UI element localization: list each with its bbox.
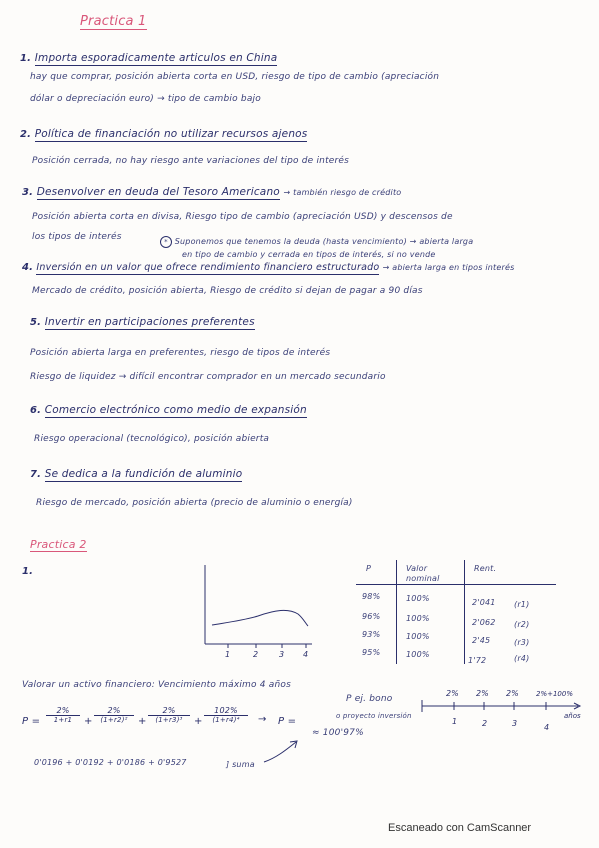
timeline-flow: 2% [476, 689, 489, 698]
item-5-heading [30, 316, 255, 328]
table-cell-rent: 1'72 [468, 656, 487, 665]
item-1-heading [20, 52, 277, 64]
plus-sign: + [194, 716, 203, 727]
item-number: 4. [22, 262, 34, 273]
bond-table [356, 560, 556, 664]
item-5-line: Riesgo de liquidez → difícil encontrar comprador en un mercado secundario [30, 372, 386, 382]
table-cell-p: 93% [362, 630, 381, 639]
table-cell-tag: (r1) [514, 600, 530, 609]
practica-2-title: Practica 2 [30, 538, 87, 551]
fraction [46, 706, 80, 724]
fraction-num: 2% [94, 706, 134, 716]
note-line: Suponemos que tenemos la deuda (hasta vencimiento) → abierta larga [174, 237, 474, 246]
fraction [148, 706, 190, 724]
table-cell-valor: 100% [406, 632, 430, 641]
item-3-note-line: en tipo de cambio y cerrada en tipos de interés, si no vende [182, 250, 436, 259]
ejemplo-bono-label: P ej. bono [346, 694, 393, 704]
yield-curve-graph [190, 560, 320, 660]
table-cell-tag: (r4) [514, 654, 530, 663]
fraction-den: 1+r1 [53, 716, 73, 724]
tick-label: 2 [253, 650, 259, 659]
table-cell-tag: (r3) [514, 638, 530, 647]
item-1-line: dólar o depreciación euro) → tipo de cambio bajo [30, 94, 261, 104]
table-cell-p: 96% [362, 612, 381, 621]
item-3-line: los tipos de interés [32, 232, 122, 242]
item-title: Inversión en un valor que ofrece rendimiento financiero estructurado [36, 262, 380, 273]
plus-sign: + [84, 716, 93, 727]
tick-label: 4 [303, 650, 309, 659]
timeline-year: 3 [512, 719, 518, 728]
item-6-line: Riesgo operacional (tecnológico), posición abierta [34, 434, 270, 444]
item-2-heading [20, 128, 307, 140]
practica-1-title: Practica 1 [80, 14, 147, 29]
fraction [94, 706, 134, 724]
formula-lhs: P = [22, 716, 41, 727]
item-title: Invertir en participaciones preferentes [44, 316, 255, 328]
col-header-valor: Valor nominal [406, 564, 440, 583]
item-title: Se dedica a la fundición de aluminio [44, 468, 243, 480]
fraction [204, 706, 248, 724]
item-3-note [160, 236, 473, 248]
yield-curve-line [212, 610, 308, 626]
item-number: 2. [20, 129, 32, 140]
item-4-aside: → abierta larga en tipos interés [382, 263, 515, 272]
item-number: 1. [20, 53, 32, 64]
fraction-num: 102% [204, 706, 248, 716]
tick-label: 3 [279, 650, 285, 659]
table-cell-rent: 2'062 [472, 618, 496, 627]
timeline-unit: años [564, 712, 581, 720]
table-cell-valor: 100% [406, 594, 430, 603]
scanner-watermark: Escaneado con CamScanner [388, 822, 532, 834]
price-result: ≈ 100'97% [312, 728, 364, 738]
item-number: 3. [22, 187, 34, 198]
fraction-num: 2% [148, 706, 190, 716]
item-2-line: Posición cerrada, no hay riesgo ante variaciones del tipo de interés [32, 156, 350, 166]
timeline-flow: 2% [446, 689, 459, 698]
col-header-p: P [366, 564, 372, 573]
sum-label: ] suma [226, 760, 255, 769]
table-cell-p: 95% [362, 648, 381, 657]
item-3-aside: → también riesgo de crédito [283, 188, 402, 197]
fraction-den: (1+r3)³ [155, 716, 183, 724]
timeline-flow: 2% [506, 689, 519, 698]
ejemplo-sub-label: o proyecto inversión [336, 712, 412, 720]
item-7-line: Riesgo de mercado, posición abierta (precio de aluminio o energía) [36, 498, 353, 508]
item-1-line: hay que comprar, posición abierta corta en USD, riesgo de tipo de cambio (apreciación [30, 72, 440, 82]
fraction-num: 2% [46, 706, 80, 716]
item-number: 5. [30, 317, 42, 328]
timeline-year: 2 [482, 719, 488, 728]
tick-label: 1 [225, 650, 231, 659]
plus-sign: + [138, 716, 147, 727]
table-cell-valor: 100% [406, 650, 430, 659]
item-4-heading [22, 262, 514, 273]
item-6-heading [30, 404, 307, 416]
item-3-heading [22, 186, 401, 198]
item-title: Comercio electrónico como medio de expansión [44, 404, 307, 416]
fraction-den: (1+r2)² [100, 716, 128, 724]
table-cell-rent: 2'041 [472, 598, 496, 607]
formula-arrow: → [258, 714, 267, 725]
table-cell-rent: 2'45 [472, 636, 491, 645]
practica-2-item-number: 1. [22, 566, 34, 577]
table-cell-tag: (r2) [514, 620, 530, 629]
item-5-line: Posición abierta larga en preferentes, riesgo de tipos de interés [30, 348, 331, 358]
col-header-rent: Rent. [474, 564, 497, 573]
item-title: Importa esporadicamente articulos en China [34, 52, 278, 64]
item-number: 6. [30, 405, 42, 416]
item-number: 7. [30, 469, 42, 480]
cashflow-timeline [418, 684, 590, 736]
item-3-line: Posición abierta corta en divisa, Riesgo tipo de cambio (apreciación USD) y descensos de [32, 212, 453, 222]
timeline-year: 1 [452, 717, 458, 726]
item-7-heading [30, 468, 242, 480]
item-title: Desenvolver en deuda del Tesoro Americano [36, 186, 280, 198]
sum-line: 0'0196 + 0'0192 + 0'0186 + 0'9527 [34, 758, 187, 767]
valorar-activo-line: Valorar un activo financiero: Vencimiento máximo 4 años [22, 680, 291, 690]
sum-arrow-icon [262, 736, 302, 766]
formula-rhs: P = [278, 716, 297, 727]
table-cell-p: 98% [362, 592, 381, 601]
fraction-den: (1+r4)⁴ [212, 716, 240, 724]
table-cell-valor: 100% [406, 614, 430, 623]
timeline-flow: 2%+100% [536, 690, 573, 698]
item-title: Política de financiación no utilizar recursos ajenos [34, 128, 308, 140]
timeline-year: 4 [544, 723, 550, 732]
asterisk-circle-icon: * [160, 236, 172, 248]
item-4-line: Mercado de crédito, posición abierta, Riesgo de crédito si dejan de pagar a 90 días [32, 286, 423, 296]
